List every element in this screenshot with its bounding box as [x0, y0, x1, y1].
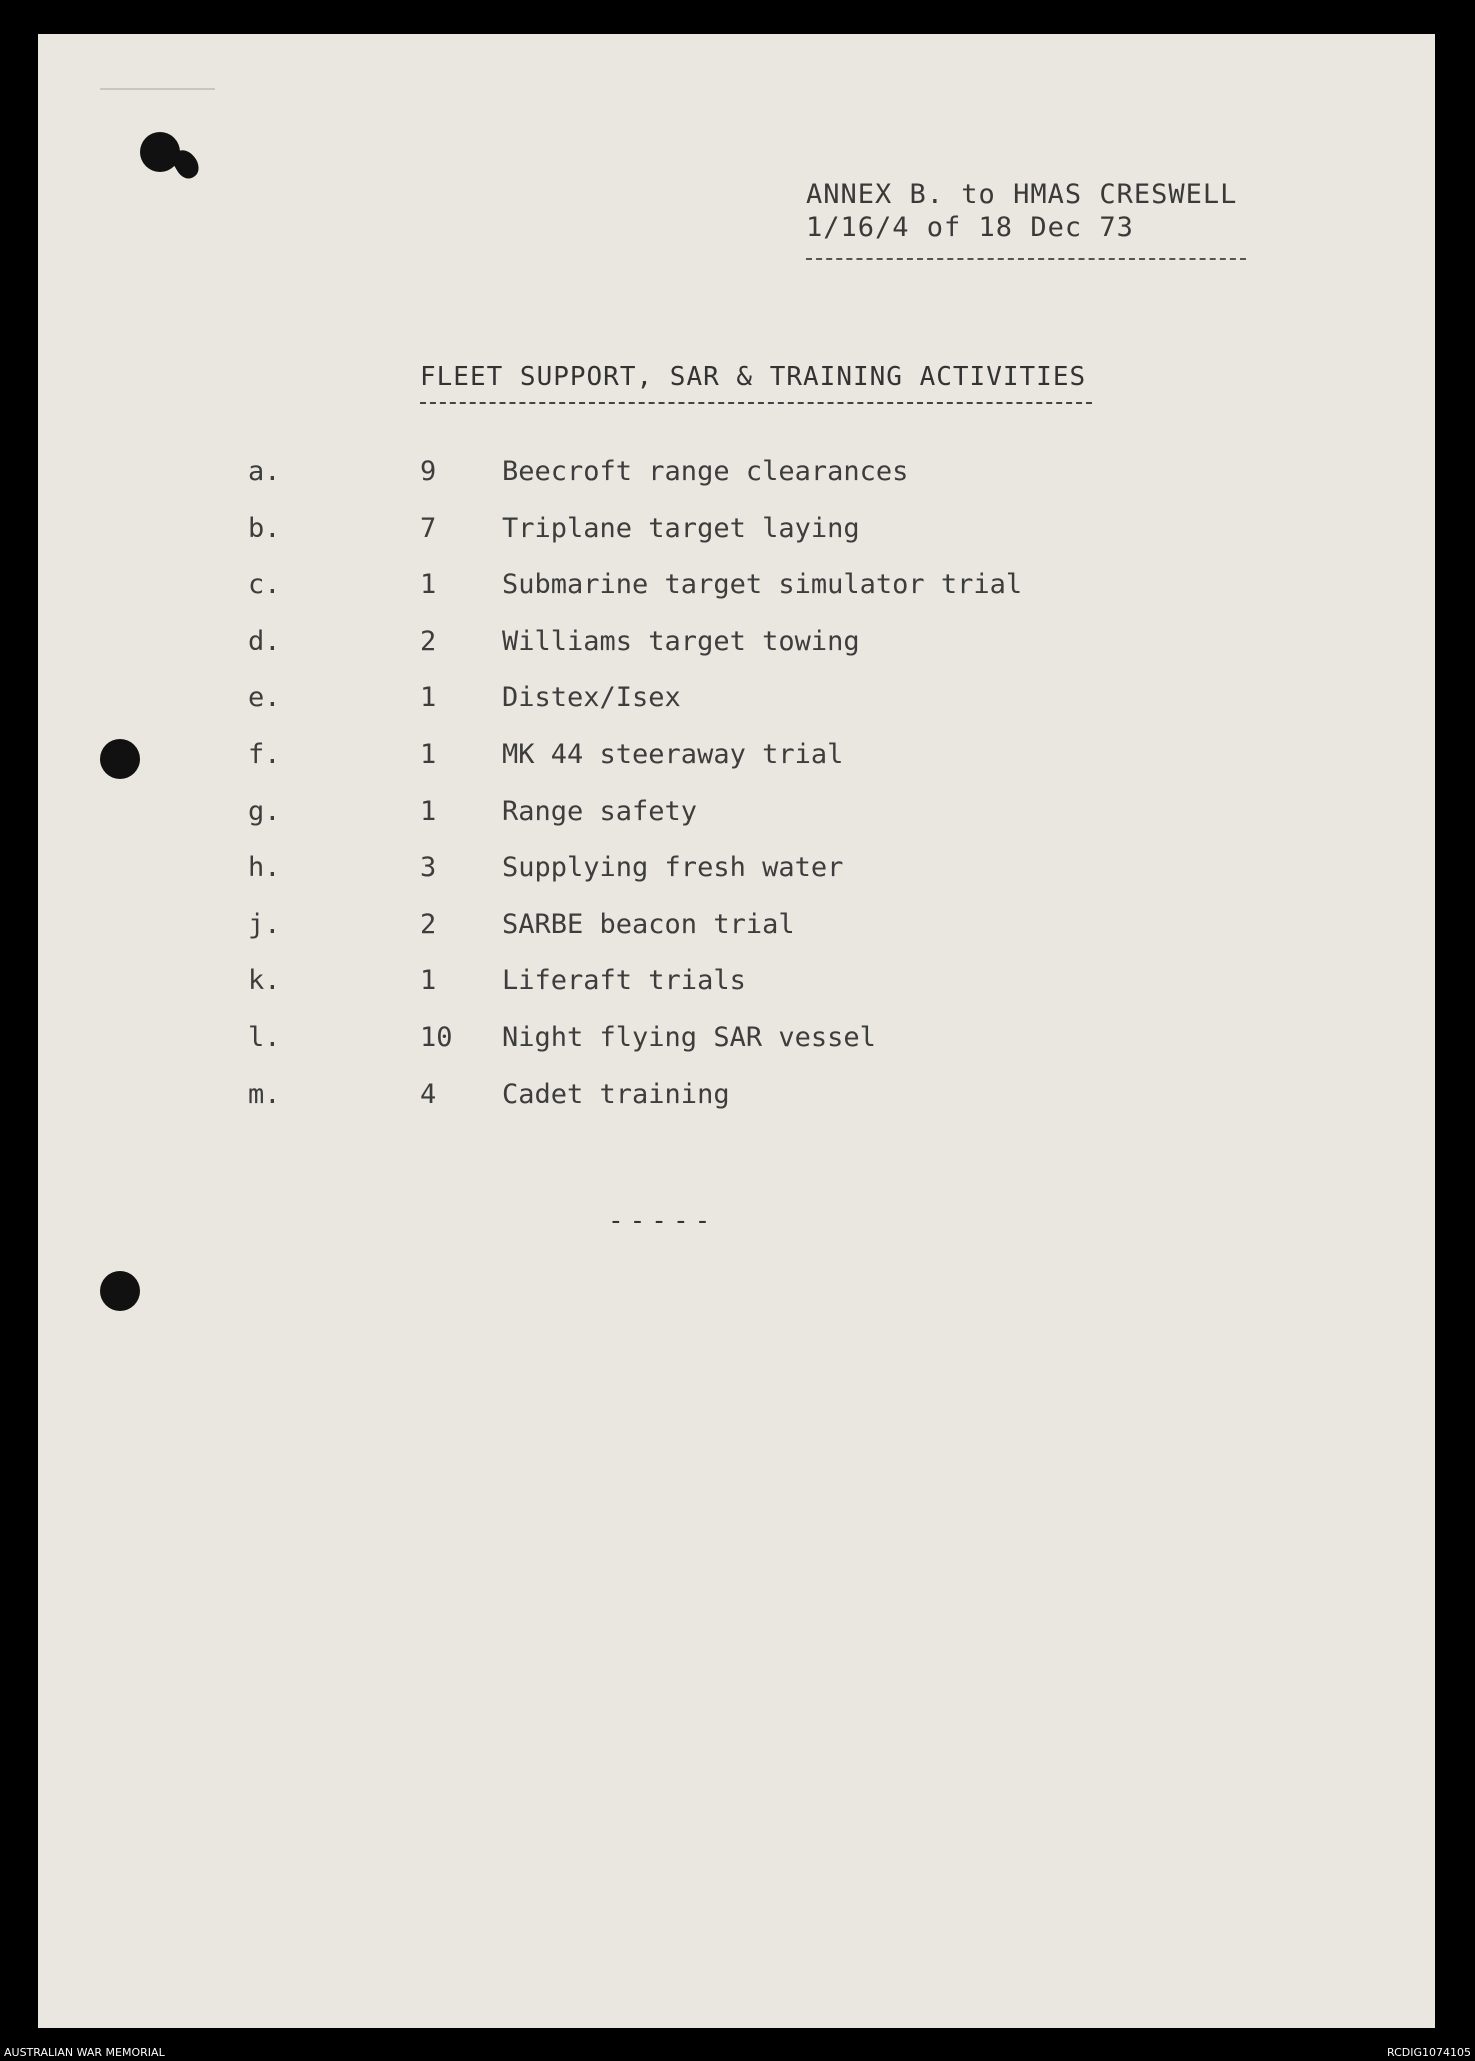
item-count: 1 — [420, 738, 437, 770]
item-count: 1 — [420, 795, 437, 827]
item-count: 2 — [420, 625, 437, 657]
item-description: Distex/Isex — [502, 682, 681, 714]
item-description: Submarine target simulator trial — [502, 569, 1023, 601]
annex-reference-line1: ANNEX B. to HMAS CRESWELL — [806, 179, 1238, 210]
item-description: Beecroft range clearances — [502, 456, 909, 487]
document-title: FLEET SUPPORT, SAR & TRAINING ACTIVITIES — [420, 362, 1092, 404]
punch-hole-bottom — [100, 1271, 140, 1311]
item-description: MK 44 steeraway trial — [502, 738, 844, 770]
item-description: Supplying fresh water — [502, 852, 844, 884]
item-letter: e. — [248, 682, 281, 714]
pin-marks — [100, 88, 215, 90]
item-letter: k. — [248, 965, 281, 997]
item-letter: b. — [248, 512, 281, 544]
item-letter: f. — [248, 738, 281, 770]
item-description: SARBE beacon trial — [502, 908, 795, 940]
item-count: 10 — [420, 1021, 453, 1053]
archive-credit: AUSTRALIAN WAR MEMORIAL — [4, 2046, 165, 2059]
item-letter: c. — [248, 569, 281, 601]
item-letter: h. — [248, 852, 281, 884]
item-description: Night flying SAR vessel — [502, 1021, 876, 1053]
item-letter: g. — [248, 795, 281, 827]
item-description: Liferaft trials — [502, 965, 746, 997]
annex-reference-line2: 1/16/4 of 18 Dec 73 — [806, 212, 1134, 243]
item-description: Range safety — [502, 795, 698, 827]
end-of-document-mark: ----- — [608, 1206, 717, 1236]
item-letter: m. — [248, 1078, 281, 1110]
item-count: 4 — [420, 1078, 437, 1110]
item-description: Williams target towing — [502, 625, 860, 657]
item-count: 1 — [420, 569, 437, 601]
annex-reference — [806, 178, 1246, 260]
item-count: 1 — [420, 682, 437, 714]
item-letter: l. — [248, 1021, 281, 1053]
item-description: Triplane target laying — [502, 512, 860, 544]
item-description: Cadet training — [502, 1078, 730, 1110]
item-count: 9 — [420, 456, 437, 487]
item-count: 1 — [420, 965, 437, 997]
item-count: 3 — [420, 852, 437, 884]
item-count: 2 — [420, 908, 437, 940]
item-letter: a. — [248, 456, 281, 487]
archive-reference: RCDIG1074105 — [1386, 2046, 1471, 2059]
item-letter: j. — [248, 908, 281, 940]
punch-hole-middle — [100, 739, 140, 779]
item-letter: d. — [248, 625, 281, 657]
item-count: 7 — [420, 512, 437, 544]
